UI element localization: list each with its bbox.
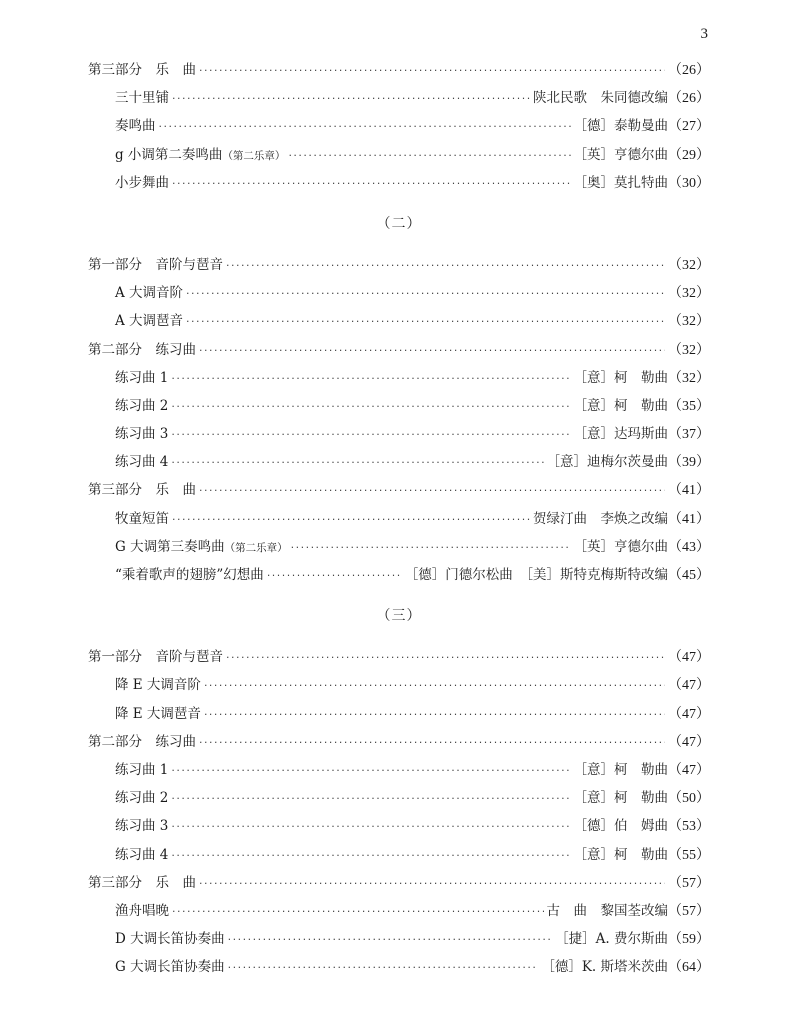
dot-leader	[199, 870, 665, 898]
entry-composer: ［意］达玛斯曲	[573, 426, 668, 443]
entry-title	[115, 784, 168, 812]
entry-composer: 贺绿汀曲 李焕之改编	[533, 510, 668, 527]
entry-page-number: （32）	[668, 286, 710, 302]
entry-page-number: （55）	[668, 847, 710, 863]
entry-composer: ［奥］莫扎特曲	[573, 174, 668, 191]
entry-composer: ［捷］A. 费尔斯曲	[555, 931, 668, 948]
entry-title	[115, 307, 183, 335]
dot-leader	[204, 672, 665, 700]
table-of-contents	[88, 56, 710, 981]
entry-composer: ［德］伯 姆曲	[573, 818, 668, 835]
entry-title	[115, 561, 264, 589]
entry-title	[115, 671, 201, 699]
entry-title	[115, 448, 168, 476]
entry-title	[115, 897, 169, 925]
entry-composer: ［德］泰勒曼曲	[573, 118, 668, 135]
entry-title	[115, 925, 225, 953]
entry-page-number: （26）	[668, 63, 710, 78]
dot-leader	[267, 562, 402, 590]
entry-title-text: 练习曲 2	[115, 397, 169, 414]
dot-leader	[171, 757, 570, 785]
entry-title	[88, 336, 196, 364]
toc-item-row[interactable]	[88, 141, 710, 169]
entry-title-text: 降 E 大调琶音	[115, 705, 201, 722]
toc-item-row[interactable]	[88, 420, 710, 448]
entry-composer: ［意］柯 勒曲	[573, 790, 668, 807]
entry-composer: ［英］亨德尔曲	[573, 146, 668, 163]
dot-leader	[199, 337, 665, 365]
toc-item-row[interactable]	[88, 841, 710, 869]
entry-title	[115, 141, 285, 170]
entry-title	[115, 84, 169, 112]
entry-composer: ［意］柯 勒曲	[573, 397, 668, 414]
dot-leader	[288, 142, 570, 170]
dot-leader	[199, 729, 665, 757]
entry-page-number: （32）	[668, 257, 710, 273]
entry-page-number: （47）	[668, 650, 710, 666]
entry-title-text: 第一部分 音阶与琶音	[88, 256, 223, 273]
entry-composer: ［意］柯 勒曲	[573, 369, 668, 386]
toc-item-row[interactable]	[88, 392, 710, 420]
dot-leader	[171, 785, 570, 813]
entry-title-text: G 大调第三奏鸣曲	[115, 538, 225, 555]
toc-item-row[interactable]	[88, 84, 710, 112]
entry-page-number: （32）	[668, 370, 710, 386]
page-number: 3	[700, 26, 708, 42]
entry-title-text: 降 E 大调音阶	[115, 677, 201, 694]
dot-leader	[199, 57, 665, 85]
entry-composer: ［意］迪梅尔茨曼曲	[546, 454, 668, 471]
entry-composer: ［意］柯 勒曲	[573, 761, 668, 778]
entry-title-text: 练习曲 2	[115, 790, 169, 807]
entry-page-number: （32）	[668, 314, 710, 330]
entry-title-text: 练习曲 3	[115, 426, 169, 443]
dot-leader	[172, 85, 530, 113]
toc-item-row[interactable]	[88, 307, 710, 335]
entry-title-text: 练习曲 1	[115, 761, 169, 778]
entry-page-number: （39）	[668, 455, 710, 471]
toc-item-row[interactable]	[88, 448, 710, 476]
entry-page-number: （29）	[668, 147, 710, 163]
toc-item-row[interactable]	[88, 505, 710, 533]
toc-item-row[interactable]	[88, 112, 710, 140]
dot-leader	[199, 477, 665, 505]
dot-leader	[172, 898, 544, 926]
entry-title	[115, 112, 156, 140]
entry-page-number: （41）	[668, 483, 710, 499]
toc-part-row[interactable]	[88, 251, 710, 279]
entry-title-text: 三十里铺	[115, 90, 169, 107]
entry-title-text: 渔舟唱晚	[115, 902, 169, 919]
toc-item-row[interactable]	[88, 953, 710, 981]
entry-title	[115, 364, 168, 392]
entry-title-text: 第二部分 练习曲	[88, 341, 196, 358]
dot-leader	[228, 954, 539, 982]
entry-title	[115, 392, 168, 420]
entry-title-text: g 小调第二奏鸣曲	[115, 146, 223, 163]
dot-leader	[291, 534, 571, 562]
toc-item-row[interactable]	[88, 671, 710, 699]
entry-page-number: （50）	[668, 791, 710, 807]
dot-leader	[171, 393, 570, 421]
entry-title-text: A 大调音阶	[115, 285, 184, 302]
entry-title	[115, 505, 169, 533]
entry-page-number: （27）	[668, 119, 710, 135]
toc-item-row[interactable]	[88, 169, 710, 197]
entry-title	[115, 812, 168, 840]
entry-page-number: （37）	[668, 427, 710, 443]
entry-title-text: 练习曲 4	[115, 846, 169, 863]
entry-title	[115, 953, 225, 981]
dot-leader	[186, 308, 665, 336]
entry-title	[115, 420, 168, 448]
entry-page-number: （47）	[668, 762, 710, 778]
entry-composer: ［意］柯 勒曲	[573, 846, 668, 863]
entry-title-text: D 大调长笛协奏曲	[115, 931, 225, 948]
entry-subtitle: （第二乐章）	[222, 149, 286, 162]
dot-leader	[226, 252, 665, 280]
entry-title-text: 奏鸣曲	[115, 118, 156, 135]
dot-leader	[159, 113, 571, 141]
entry-page-number: （53）	[668, 819, 710, 835]
dot-leader	[171, 421, 570, 449]
dot-leader	[228, 926, 553, 954]
entry-title-text: 牧童短笛	[115, 510, 169, 527]
entry-title	[115, 756, 168, 784]
toc-part-row[interactable]	[88, 476, 710, 504]
entry-composer: ［英］亨德尔曲	[573, 538, 668, 555]
toc-part-row[interactable]	[88, 728, 710, 756]
entry-title	[115, 279, 183, 307]
entry-composer: ［德］门德尔松曲 ［美］斯特克梅斯特改编	[404, 567, 668, 583]
toc-item-row[interactable]	[88, 700, 710, 728]
entry-page-number: （47）	[668, 734, 710, 750]
toc-part-row[interactable]	[88, 643, 710, 671]
toc-item-row[interactable]	[88, 561, 710, 589]
toc-item-row[interactable]	[88, 897, 710, 925]
entry-title	[115, 841, 168, 869]
entry-title	[88, 251, 223, 279]
entry-title-text: 练习曲 4	[115, 454, 169, 471]
dot-leader	[171, 813, 570, 841]
entry-page-number: （57）	[668, 903, 710, 919]
entry-title-text: 小步舞曲	[115, 174, 169, 191]
entry-title-text: 第三部分 乐 曲	[88, 482, 196, 499]
entry-page-number: （64）	[668, 960, 710, 976]
entry-title-text: 第三部分 乐 曲	[88, 874, 196, 891]
toc-part-row[interactable]	[88, 56, 710, 84]
entry-title	[88, 476, 196, 504]
dot-leader	[204, 701, 665, 729]
section-heading: （二）	[376, 215, 422, 232]
entry-title	[115, 700, 201, 728]
toc-item-row[interactable]	[88, 364, 710, 392]
section-heading: （三）	[376, 608, 422, 625]
entry-title-text: 练习曲 3	[115, 818, 169, 835]
toc-part-row[interactable]	[88, 869, 710, 897]
entry-title-text: A 大调琶音	[115, 313, 184, 330]
toc-item-row[interactable]	[88, 812, 710, 840]
toc-part-row[interactable]	[88, 336, 710, 364]
dot-leader	[226, 644, 665, 672]
entry-title	[115, 533, 288, 562]
toc-item-row[interactable]	[88, 784, 710, 812]
entry-title-text: “乘着歌声的翅膀”幻想曲	[115, 567, 264, 583]
entry-page-number: （41）	[668, 511, 710, 527]
toc-item-row[interactable]	[88, 756, 710, 784]
entry-title-text: 第三部分 乐 曲	[88, 62, 196, 78]
entry-title-text: 第二部分 练习曲	[88, 733, 196, 750]
entry-page-number: （47）	[668, 706, 710, 722]
entry-title	[88, 56, 196, 84]
dot-leader	[171, 449, 543, 477]
entry-page-number: （32）	[668, 342, 710, 358]
entry-page-number: （30）	[668, 175, 710, 191]
entry-title	[88, 728, 196, 756]
dot-leader	[171, 365, 570, 393]
entry-title	[88, 869, 196, 897]
dot-leader	[186, 280, 665, 308]
dot-leader	[172, 506, 530, 534]
entry-page-number: （35）	[668, 398, 710, 414]
entry-subtitle: （第二乐章）	[224, 541, 288, 554]
entry-page-number: （57）	[668, 875, 710, 891]
entry-composer: 古 曲 黎国荃改编	[546, 902, 668, 919]
entry-title	[115, 169, 169, 197]
entry-page-number: （59）	[668, 932, 710, 948]
entry-composer: 陕北民歌 朱同德改编	[533, 90, 668, 107]
entry-page-number: （45）	[668, 568, 710, 583]
entry-title	[88, 643, 223, 671]
dot-leader	[171, 842, 570, 870]
entry-title-text: G 大调长笛协奏曲	[115, 959, 225, 976]
entry-page-number: （43）	[668, 539, 710, 555]
toc-item-row[interactable]	[88, 279, 710, 307]
entry-title-text: 第一部分 音阶与琶音	[88, 649, 223, 666]
entry-composer: ［德］K. 斯塔米茨曲	[541, 959, 668, 976]
entry-page-number: （47）	[668, 678, 710, 694]
entry-page-number: （26）	[668, 91, 710, 107]
toc-item-row[interactable]	[88, 925, 710, 953]
toc-item-row[interactable]	[88, 533, 710, 561]
dot-leader	[172, 170, 571, 198]
entry-title-text: 练习曲 1	[115, 369, 169, 386]
